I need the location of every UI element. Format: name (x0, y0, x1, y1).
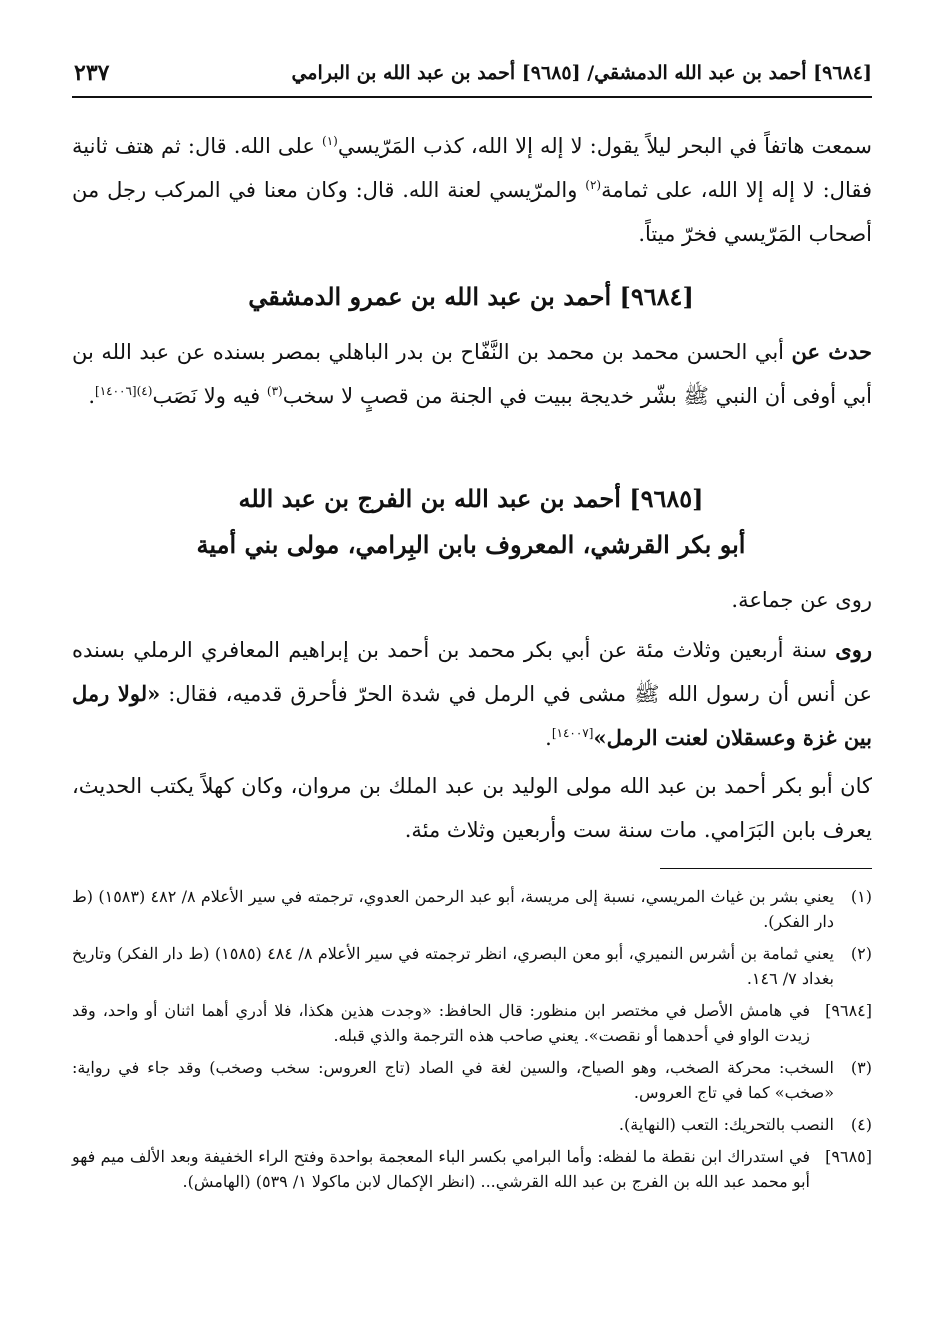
entry-9685-paragraph-3: كان أبو بكر أحمد بن عبد الله مولى الوليد بن عبد الملك بن مروان، وكان كهلاً يكتب الحديث، يعرف بابن البَرَامي. مات سنة ست وأربعين وثلاث مئة. (72, 774, 872, 842)
footnote-text: يعني بشر بن غياث المريسي، نسبة إلى مريسة، أبو عبد الرحمن العدوي، ترجمته في سير الأعلام ٨/ ٤٨٢ (١٥٨٣) (ط دار الفكر). (72, 887, 835, 931)
entry-9684-text-2: فيه ولا نَصَب (152, 384, 267, 408)
entry-9685-p2-lead: روى (835, 637, 872, 662)
entry-9684-paragraph (72, 330, 872, 418)
footnote-number: (١) (850, 887, 872, 906)
intro-text-3: والمرّيسي لعنة الله. قال: وكان معنا في المركب رجل من أصحاب المَرّيسي فخرّ ميتاً. (72, 178, 872, 246)
footnote-separator (660, 868, 872, 869)
hadith-quote: «لولا رمل بين غزة وعسقلان لعنت الرمل» (72, 681, 872, 750)
footnote-3 (72, 1055, 872, 1105)
footnote-text: النصب بالتحريك: التعب (النهاية). (618, 1115, 834, 1134)
hadith-number-14006: [١٤٠٠٦] (95, 384, 137, 398)
footnote-ref-4[interactable]: (٤) (136, 384, 153, 398)
footnote-4 (72, 1112, 872, 1137)
entry-9685-heading-line-2: أبو بكر القرشي، المعروف بابن البِرامي، مولى بني أمية (196, 530, 746, 559)
footnote-2 (72, 941, 872, 991)
intro-text-1: سمعت هاتفاً في البحر ليلاً يقول: لا إله إلا الله، كذب المَرّيسي (337, 134, 872, 158)
footnote-text: يعني ثمامة بن أشرس النميري، أبو معن البصري، انظر ترجمته في سير الأعلام ٨/ ٤٨٤ (١٥٨٥) (ط دار الفكر) وتاريخ بغداد ٧/ ١٤٦. (72, 944, 835, 988)
entry-9685-p2-text-1: سنة أربعين وثلاث مئة عن أبي بكر محمد بن أحمد بن إبراهيم المعافري الرملي بسنده عن أنس أن رسول الله ﷺ مشى في الرمل في شدة الحرّ فأحرق قدميه، فقال: (72, 638, 872, 706)
entry-9684-text-3: . (88, 384, 95, 408)
footnote-9685 (72, 1144, 872, 1194)
footnote-ref-1[interactable]: (١) (322, 134, 338, 148)
hadith-number-14007: [١٤٠٠٧] (551, 726, 594, 740)
entry-9685-heading-line-1: [٩٦٨٥] أحمد بن عبد الله بن الفرج بن عبد الله (238, 484, 704, 513)
entry-9684-lead: حدث عن (791, 339, 872, 364)
footnote-text: في استدراك ابن نقطة ما لفظه: وأما البرامي بكسر الباء المعجمة بواحدة وفتح الراء الخفيفة وبعد الألف ميم فهو أبو محمد عبد الله بن الفرج بن عبد الله القرشي... (انظر الإكمال لابن ماكولا ١/ ٥٣٩) (الهامش). (72, 1147, 811, 1191)
page-number: ٢٣٧ (74, 60, 110, 86)
entry-9684-text-1: أبي الحسن محمد بن محمد بن النَّفّاح بن بدر الباهلي بمصر بسنده عن عبد الله بن أبي أوفى أن النبي ﷺ بشّر خديجة ببيت في الجنة من قصبٍ لا سخب (72, 340, 872, 408)
entry-9685-p2-text-2: . (545, 726, 552, 750)
running-head: [٩٦٨٤] أحمد بن عبد الله الدمشقي/ [٩٦٨٥] أحمد بن عبد الله بن البرامي (291, 62, 872, 84)
entry-9685-paragraph-1: روى عن جماعة. (731, 588, 872, 612)
footnote-1 (72, 884, 872, 934)
footnote-ref-2[interactable]: (٢) (585, 178, 602, 192)
intro-text-2: على الله. قال: ثم هتف ثانية فقال: لا إله إلا الله، على ثمامة (72, 134, 873, 202)
footnote-number: (٣) (850, 1058, 872, 1077)
page-header (72, 56, 872, 98)
footnote-number: (٢) (850, 944, 872, 963)
footnotes (72, 884, 872, 1201)
footnote-text: في هامش الأصل في مختصر ابن منظور: قال الحافظ: «وجدت هذين هكذا، فلا أدري أهما اثنان أو واحد، وقد زيدت الواو في أحدهما أو نقصت». يعني صاحب هذه الترجمة والذي قبله. (72, 1001, 810, 1045)
footnote-number: [٩٦٨٥] (825, 1147, 872, 1166)
entry-9685-paragraph-2 (72, 628, 872, 760)
footnote-9684 (72, 998, 872, 1048)
footnote-number: [٩٦٨٤] (825, 1001, 872, 1020)
intro-paragraph (72, 124, 872, 256)
entry-9684-heading: [٩٦٨٤] أحمد بن عبد الله بن عمرو الدمشقي (248, 282, 694, 311)
footnote-ref-3[interactable]: (٣) (266, 384, 283, 398)
footnote-text: السخب: محركة الصخب، وهو الصياح، والسين لغة في الصاد (تاج العروس: سخب وصخب) وقد جاء في رواية: «صخب» كما في تاج العروس. (72, 1058, 834, 1102)
footnote-number: (٤) (850, 1115, 872, 1134)
